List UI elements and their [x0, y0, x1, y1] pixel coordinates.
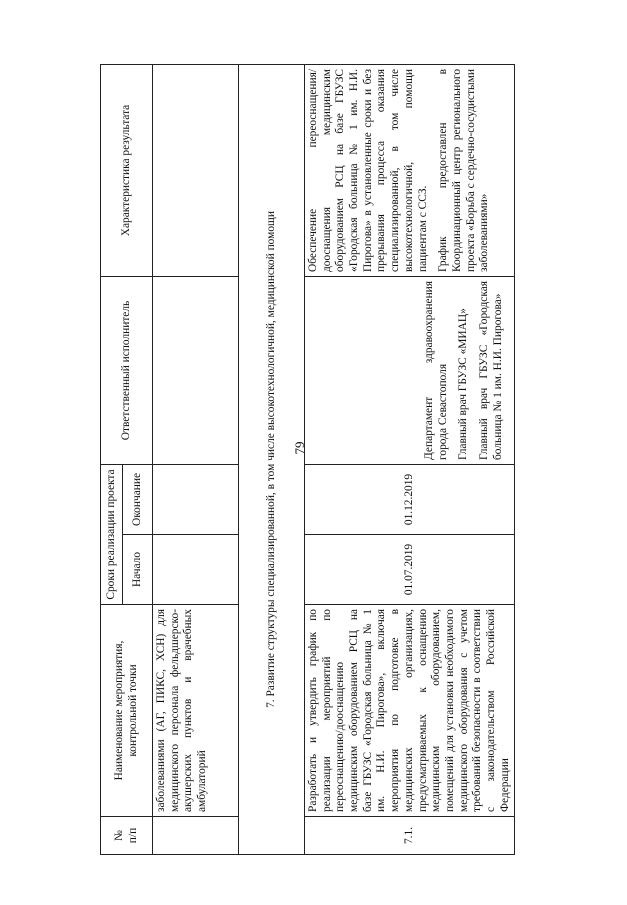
table-row	[305, 64, 515, 854]
header-start: Начало	[123, 535, 153, 605]
table-row	[153, 64, 239, 854]
responsible-item: Департамент здравоохранения города Севастополя	[422, 280, 449, 460]
cell-event: Разработать и утвердить график по реализации мероприятий по переоснащению/дооснащению медицинским оборудованием РСЦ на базе ГБУЗС «Городская больница № 1 им. Н.И. Пирогова», включая мероприятия по подготовке в медицинских организациях, предусматриваемых к оснащению медицинским оборудованием, помещений для установки необходимого медицинского оборудования с учетом требований безопасности в соответствии с законодательством Российской Федерации	[305, 605, 515, 817]
result-item: График предоставлен в Координационный центр регионального проекта «Борьба с сердечно-сосудистыми заболеваниями»	[437, 68, 491, 272]
section-title: 7. Развитие структуры специализированной, в том числе высокотехнологичной, медицинской помощи	[239, 64, 305, 854]
cell-end: 01.12.2019	[305, 464, 515, 534]
cell-start	[153, 535, 239, 605]
header-event: Наименование мероприятия, контрольной точки	[101, 605, 153, 817]
header-timeline: Сроки реализации проекта	[101, 464, 123, 604]
result-item: Обеспечение переоснащения/дооснащения медицинским оборудованием РСЦ на базе ГБУЗС «Городская больница № 1 им. Н.И. Пирогова» в установленные сроки и без прерывания процесса оказания специализированной, в том числе высокотехнологичной, помощи пациентам с ССЗ.	[307, 68, 429, 272]
header-responsible: Ответственный исполнитель	[101, 276, 153, 464]
cell-start: 01.07.2019	[305, 535, 515, 605]
cell-result	[305, 64, 515, 276]
cell-result	[153, 64, 239, 276]
page-number: 79	[292, 441, 307, 455]
section-row	[239, 64, 305, 854]
cell-number	[153, 817, 239, 855]
responsible-item: Главный врач ГБУЗС «МИАЦ»	[457, 308, 470, 460]
cell-responsible	[305, 276, 515, 464]
cell-number: 7.1.	[305, 817, 515, 855]
cell-responsible	[153, 276, 239, 464]
rotated-table-container	[100, 65, 520, 855]
header-end: Окончание	[123, 464, 153, 534]
project-table	[100, 64, 515, 855]
cell-event: заболеваниями (АГ, ПИКС, ХСН) для медицинского персонала фельдшерско-акушерских пунктов и врачебных амбулаторий	[153, 605, 239, 817]
header-number: № п/п	[101, 817, 153, 855]
cell-end	[153, 464, 239, 534]
responsible-item: Главный врач ГБУЗС «Городская больница № 1 им. Н.И. Пирогова»	[477, 280, 504, 460]
header-result: Характеристика результата	[101, 64, 153, 276]
